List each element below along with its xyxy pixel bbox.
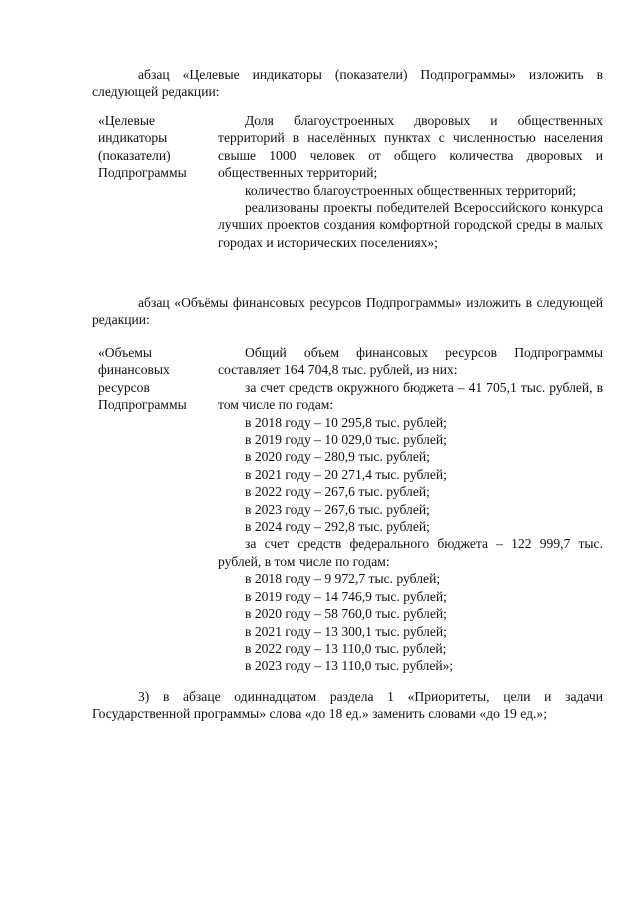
targets-content-cell [218,112,603,251]
label-line: ресурсов [98,379,150,395]
district-budget-intro: за счет средств окружного бюджета – 41 705,1 тыс. рублей, в том числе по годам: [218,379,603,413]
label-line: индикаторы [98,130,168,146]
federal-year-amount: в 2022 году – 13 110,0 тыс. рублей; [245,640,447,656]
federal-year-amount: в 2023 году – 13 110,0 тыс. рублей»; [245,658,454,674]
label-line: «Целевые [98,113,156,128]
district-year-amount: в 2023 году – 267,6 тыс. рублей; [245,501,430,517]
target-indicator: количество благоустроенных общественных территорий; [245,182,577,198]
label-line: финансовых [98,362,170,378]
label-line: (показатели) [98,147,171,163]
intro-text: абзац «Объёмы финансовых ресурсов Подпрограммы» изложить в следующей редакции: [92,295,603,328]
district-year-amount: в 2018 году – 10 295,8 тыс. рублей; [245,414,447,430]
item-text: 3) в абзаце одиннадцатом раздела 1 «Приоритеты, цели и задачи Государственной программы» слова «до 18 ед.» заменить словами «до 19 ед.»; [92,689,603,722]
finance-total: Общий объем финансовых ресурсов Подпрограммы составляет 164 704,8 тыс. рублей, из них: [218,345,603,378]
finance-label-cell [98,344,216,414]
federal-year-amount: в 2020 году – 58 760,0 тыс. рублей; [245,606,447,622]
target-indicator: реализованы проекты победителей Всероссийского конкурса лучших проектов создания комфортной городской среды в малых городах и исторических поселениях»; [218,200,603,250]
district-year-amount: в 2021 году – 20 271,4 тыс. рублей; [245,466,447,482]
federal-year-amount: в 2021 году – 13 300,1 тыс. рублей; [245,623,447,639]
intro-text: абзац «Целевые индикаторы (показатели) Подпрограммы» изложить в следующей редакции: [92,67,603,100]
target-indicator: Доля благоустроенных дворовых и общественных территорий в населённых пунктах с численностью населения свыше 1000 человек от общего количества дворовых и общественных территорий; [218,113,603,181]
federal-year-amount: в 2018 году – 9 972,7 тыс. рублей; [245,571,441,587]
label-line: Подпрограммы [98,165,187,181]
federal-budget-intro: за счет средств федерального бюджета – 122 999,7 тыс. рублей, в том числе по годам: [218,536,603,569]
district-year-amount: в 2019 году – 10 029,0 тыс. рублей; [245,432,447,448]
district-year-amount: в 2024 году – 292,8 тыс. рублей; [245,519,430,535]
targets-label-cell [98,112,216,182]
district-year-amount: в 2020 году – 280,9 тыс. рублей; [245,449,430,465]
label-line: «Объемы [98,345,152,360]
district-year-amount: в 2022 году – 267,6 тыс. рублей; [245,484,430,500]
finance-content-cell [218,344,603,675]
label-line: Подпрограммы [98,397,187,413]
federal-year-amount: в 2019 году – 14 746,9 тыс. рублей; [245,588,447,604]
item-3-paragraph [92,688,603,723]
intro-paragraph-finance [92,294,603,329]
intro-paragraph-targets [92,66,603,101]
